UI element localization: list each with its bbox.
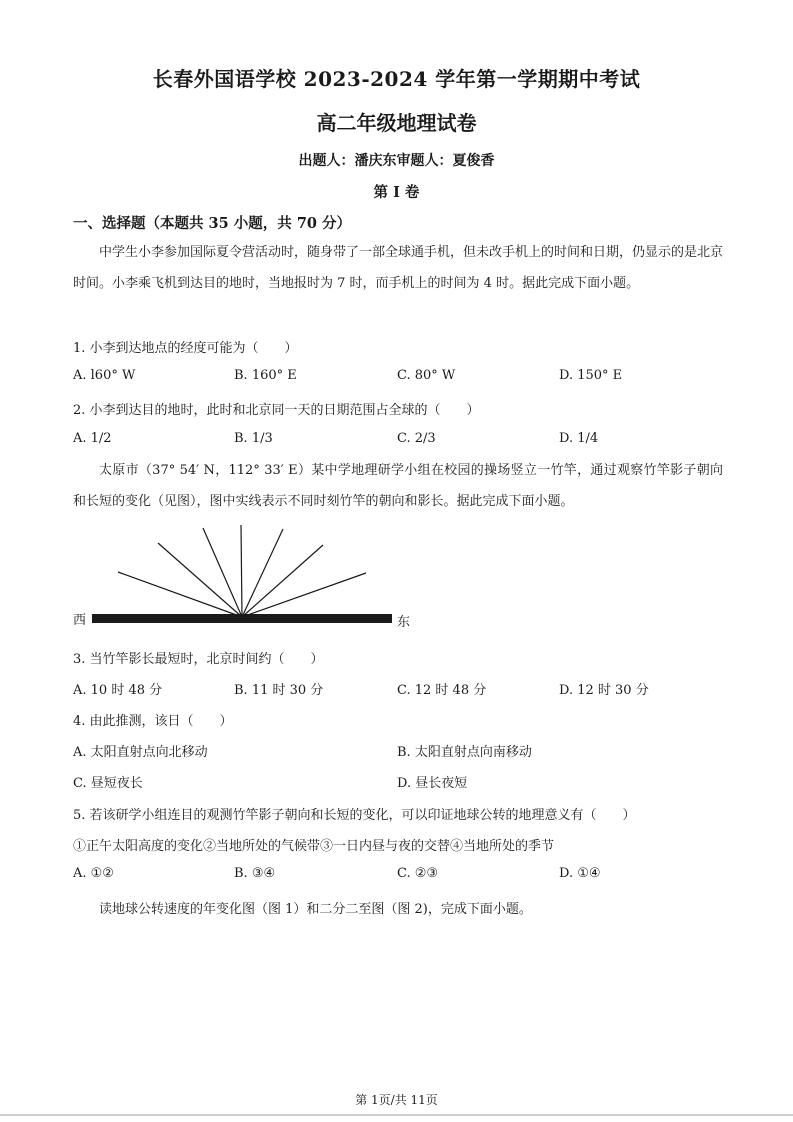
exam-title: 长春外国语学校 2023-2024 学年第一学期期中考试 xyxy=(152,67,641,91)
question-2-option-c: C. 2/3 xyxy=(397,431,436,446)
question-4-stem: 4. 由此推测，该日（ ） xyxy=(73,714,233,729)
shadow-diagram xyxy=(70,525,420,633)
question-3-stem: 3. 当竹竿影长最短时，北京时间约（ ） xyxy=(73,652,324,667)
question-4-option-d: D. 昼长夜短 xyxy=(397,776,468,791)
question-4-option-c: C. 昼短夜长 xyxy=(73,776,143,791)
exam-subtitle: 高二年级地理试卷 xyxy=(316,111,477,135)
volume-label: 第 I 卷 xyxy=(373,184,420,201)
passage-1: 中学生小李参加国际夏令营活动时，随身带了一部全球通手机，但未改手机上的时间和日期，仍显示的是北京时间。小李乘飞机到达目的地时，当地报时为 7 时，而手机上的时间为 4 时。据此完成下面小题。 xyxy=(73,245,724,291)
question-2-option-a: A. 1/2 xyxy=(73,431,112,446)
question-5-option-a: A. ①② xyxy=(73,866,114,881)
east-label: 东 xyxy=(397,615,411,630)
shadow-line-6 xyxy=(242,545,323,617)
shadow-line-2 xyxy=(158,543,242,617)
question-5-stem: 5. 若该研学小组连目的观测竹竿影子朝向和长短的变化，可以印证地球公转的地理意义有（ ） xyxy=(73,808,636,823)
passage-2: 太原市（37° 54′ N，112° 33′ E）某中学地理研学小组在校园的操场竖立一竹竿，通过观察竹竿影子朝向和长短的变化（见图），图中实线表示不同时刻竹竿的朝向和影长。据此完成下面小题。 xyxy=(73,463,723,509)
question-3-option-d: D. 12 时 30 分 xyxy=(559,683,649,698)
shadow-line-5 xyxy=(242,529,283,617)
question-5-option-d: D. ①④ xyxy=(559,866,601,881)
shadow-line-1 xyxy=(118,572,242,617)
question-1-option-b: B. 160° E xyxy=(234,368,297,383)
question-5-option-b: B. ③④ xyxy=(234,866,276,881)
question-1-stem: 1. 小李到达地点的经度可能为（ ） xyxy=(73,341,298,356)
question-5-choices: ①正午太阳高度的变化②当地所处的气候带③一日内昼与夜的交替④当地所处的季节 xyxy=(73,839,555,854)
author-line: 出题人：潘庆东审题人：夏俊香 xyxy=(298,153,495,169)
question-1-option-c: C. 80° W xyxy=(397,368,456,383)
west-label: 西 xyxy=(73,613,87,628)
question-3-option-a: A. 10 时 48 分 xyxy=(73,683,163,698)
question-5-option-c: C. ②③ xyxy=(397,866,439,881)
question-2-stem: 2. 小李到达目的地时，此时和北京同一天的日期范围占全球的（ ） xyxy=(73,403,480,418)
question-3-option-b: B. 11 时 30 分 xyxy=(234,683,324,698)
question-3-option-c: C. 12 时 48 分 xyxy=(397,683,487,698)
shadow-line-7 xyxy=(242,573,366,617)
question-2-option-d: D. 1/4 xyxy=(559,431,599,446)
shadow-line-4 xyxy=(241,525,242,617)
question-2-option-b: B. 1/3 xyxy=(234,431,273,446)
ground-bar xyxy=(92,614,392,623)
question-1-option-a: A. l60° W xyxy=(73,368,136,383)
passage-3: 读地球公转速度的年变化图（图 1）和二分二至图（图 2)，完成下面小题。 xyxy=(99,902,532,917)
bottom-divider xyxy=(0,1114,793,1116)
question-1-option-d: D. 150° E xyxy=(559,368,623,383)
page-number: 第 1页/共 11页 xyxy=(355,1093,438,1107)
section-title: 一、选择题（本题共 35 小题，共 70 分） xyxy=(73,215,352,232)
question-4-option-a: A. 太阳直射点向北移动 xyxy=(73,745,208,760)
question-4-option-b: B. 太阳直射点向南移动 xyxy=(397,745,532,760)
shadow-line-3 xyxy=(203,528,242,617)
